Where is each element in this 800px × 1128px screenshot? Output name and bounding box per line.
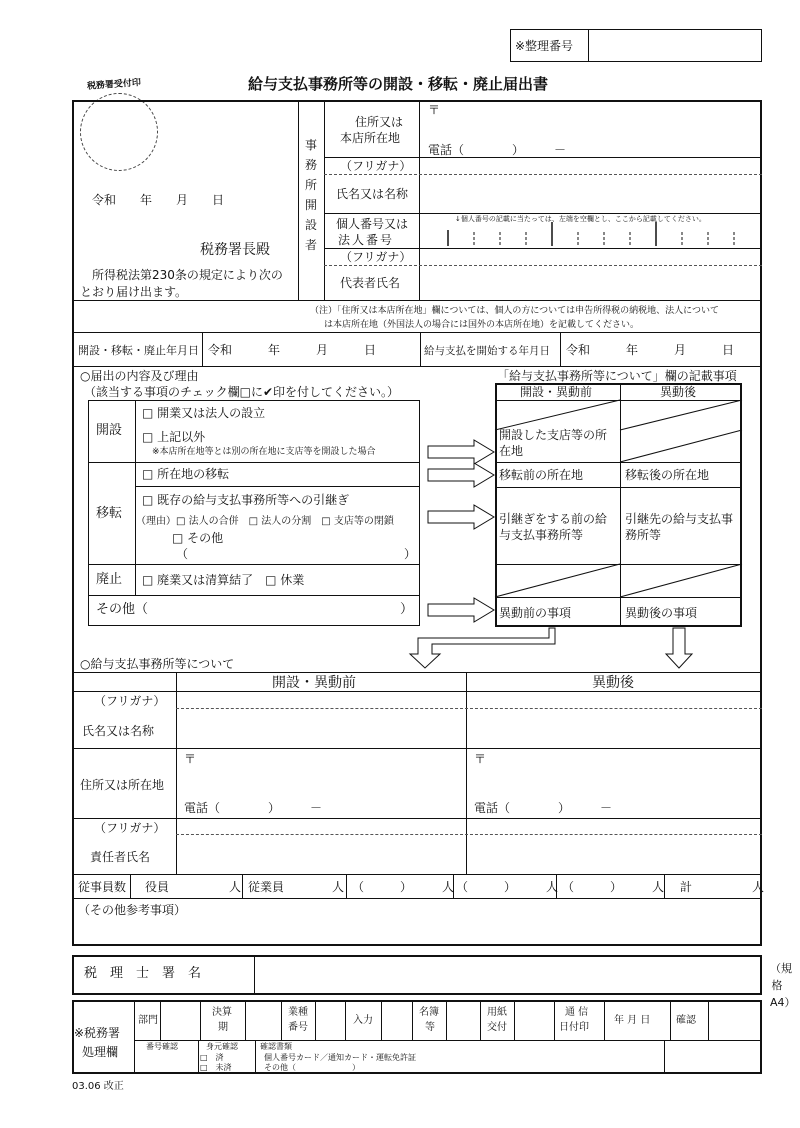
checklist-box [88, 400, 420, 626]
haishi-checks[interactable]: □ 廃業又は清算結了 □ 休業 [142, 573, 305, 587]
office-proc-label-2: 処理欄 [82, 1045, 119, 1059]
about-postal-after: 〒 [474, 752, 487, 766]
divider [446, 1000, 447, 1040]
sonota-close: ） [400, 602, 414, 617]
col-yoshi-2: 交付 [487, 1022, 507, 1033]
kaisetsu-box-text: 開設した支店等の所在地 [499, 428, 608, 458]
kakunin-other: その他（ ） [264, 1063, 360, 1072]
divider [245, 1000, 246, 1040]
col-before: 開設・異動前 [520, 385, 593, 399]
divider [345, 1000, 346, 1040]
divider [419, 100, 420, 300]
about-postal-before: 〒 [184, 752, 197, 766]
address-label-1: 住所又は [355, 115, 404, 129]
employees-c2[interactable]: （ ） 人 [456, 880, 559, 894]
postal-mark: 〒 [428, 103, 441, 117]
mynumber-label-1: 個人番号又は [336, 217, 409, 231]
intro-line-1: 所得税法第230条の規定により次の [92, 268, 283, 282]
size-note: （規格A4） [770, 962, 796, 1009]
start-date-value[interactable]: 令和 年 月 日 [566, 343, 735, 357]
employees-staff[interactable]: 従業員 人 [248, 880, 345, 894]
mimoto-misumi[interactable]: □ 未済 [200, 1063, 232, 1072]
arrow-right-icon [426, 505, 496, 529]
divider [72, 366, 762, 367]
divider [346, 874, 347, 898]
name-label: 氏名又は名称 [336, 187, 409, 201]
furigana-label-2: （フリガナ） [340, 250, 412, 264]
kakunin-shorui: 確認書類 [260, 1042, 292, 1051]
kaisetsu-check-2[interactable]: □ 上記以外 [142, 430, 206, 444]
divider [135, 486, 420, 487]
divider [664, 874, 665, 898]
page-title: 給与支払事務所等の開設・移転・廃止届出書 [248, 75, 549, 93]
divider [88, 564, 420, 565]
iten-before: 移転前の所在地 [499, 468, 584, 482]
divider [381, 1000, 382, 1040]
divider [202, 332, 203, 366]
mynumber-note: ↓個人番号の記載に当たっては、左端を空欄とし、ここから記載してください。 [455, 215, 706, 223]
arrow-right-icon [426, 463, 496, 487]
content-heading: ○届出の内容及び理由 [80, 369, 199, 383]
divider [72, 898, 762, 899]
divider [480, 1000, 481, 1040]
start-date-label: 給与支払を開始する年月日 [424, 345, 550, 357]
office-proc-box [72, 1000, 762, 1074]
office-opener-vertical: 事務所開設者 [304, 138, 317, 252]
divider [420, 332, 421, 366]
sonota-before: 異動前の事項 [499, 606, 572, 620]
kaisetsu-note: ※本店所在地等とは別の所在地に支店等を開設した場合 [152, 447, 376, 457]
bango-kakunin: 番号確認 [146, 1042, 178, 1051]
divider [560, 332, 561, 366]
col-kakunin: 確認 [676, 1015, 696, 1026]
col-kessan-1: 決算 [212, 1007, 232, 1018]
divider [72, 300, 762, 301]
mynumber-label-2: 法人番号 [338, 233, 395, 247]
divider [315, 1000, 316, 1040]
divider [298, 100, 299, 300]
divider [72, 748, 762, 749]
employees-c1[interactable]: （ ） 人 [352, 880, 455, 894]
about-furigana: （フリガナ） [94, 694, 166, 708]
divider [412, 1000, 413, 1040]
divider [72, 332, 762, 333]
furigana-label: （フリガナ） [340, 159, 412, 173]
divider [88, 595, 420, 596]
content-subheading: （該当する事項のチェック欄□に✔印を付してください。） [84, 385, 400, 399]
divider [134, 1040, 762, 1041]
divider [242, 874, 243, 898]
hikitsugi-before: 引継ぎをする前の給与支払事務所等 [499, 512, 608, 542]
phone-field[interactable]: 電話（ ） － [428, 143, 567, 157]
seiri-label: ※整理番号 [515, 39, 574, 53]
col-gyoshu-1: 業種 [288, 1007, 308, 1018]
date-line: 令和 年 月 日 [92, 193, 225, 207]
divider [670, 1000, 671, 1040]
divider [88, 462, 420, 463]
col-nyuryoku: 入力 [353, 1015, 373, 1026]
date-value[interactable]: 令和 年 月 日 [208, 343, 377, 357]
about-col-after: 異動後 [592, 675, 634, 691]
divider [324, 248, 762, 249]
employees-c3[interactable]: （ ） 人 [562, 880, 665, 894]
other-ref-label: （その他参考事項） [78, 903, 187, 917]
arrow-right-icon [426, 440, 496, 464]
divider [135, 400, 136, 595]
divider [554, 1000, 555, 1040]
right-heading: 「給与支払事務所等について」欄の記載事項 [497, 369, 737, 383]
col-meibo-2: 等 [425, 1022, 435, 1033]
divider [255, 1040, 256, 1074]
tax-office: 税務署長殿 [200, 242, 270, 258]
divider [324, 174, 762, 175]
divider [72, 818, 762, 819]
about-address-label: 住所又は所在地 [80, 778, 165, 792]
divider [324, 265, 762, 266]
kakunin-docs: 個人番号カード／通知カード・運転免許証 [264, 1053, 416, 1062]
iten-other[interactable]: □ その他 [172, 531, 224, 545]
divider [200, 1000, 201, 1040]
col-tsushin-2: 日付印 [559, 1022, 589, 1033]
mimoto-kakunin: 身元確認 [206, 1042, 238, 1051]
divider [281, 1000, 282, 1040]
about-heading: ○給与支払事務所等について [80, 657, 235, 671]
divider [130, 874, 131, 898]
divider [324, 157, 762, 158]
divider [514, 1000, 515, 1040]
divider [176, 672, 177, 874]
hikitsugi-after: 引継先の給与支払事務所等 [625, 512, 734, 542]
about-phone-after[interactable]: 電話（ ） － [474, 801, 613, 815]
zeirishi-label: 税 理 士 署 名 [84, 966, 202, 981]
divider [604, 1000, 605, 1040]
iten-reason[interactable]: （理由）□ 法人の合併 □ 法人の分割 □ 支店等の閉鎖 [136, 516, 394, 527]
rep-label: 代表者氏名 [340, 276, 401, 290]
divider [324, 100, 325, 300]
date-label: 開設・移転・廃止年月日 [78, 344, 199, 357]
divider [466, 672, 467, 874]
employees-officer[interactable]: 役員 人 [145, 880, 242, 894]
arrow-down-icon [665, 628, 695, 670]
haishi-label: 廃止 [96, 572, 123, 587]
col-tsushin-1: 通 信 [565, 1007, 589, 1018]
divider [588, 29, 589, 62]
iten-check-1[interactable]: □ 所在地の移転 [142, 467, 230, 481]
divider [254, 955, 255, 995]
kaisetsu-check-1[interactable]: □ 開業又は法人の設立 [142, 406, 266, 420]
divider [198, 1040, 199, 1074]
col-kessan-2: 期 [218, 1022, 228, 1033]
iten-check-2[interactable]: □ 既存の給与支払事務所等への引継ぎ [142, 493, 350, 507]
divider [664, 1040, 665, 1074]
sonota-label: その他（ [96, 602, 149, 617]
address-label-2: 本店所在地 [340, 131, 401, 145]
iten-label: 移転 [96, 506, 123, 521]
about-furigana-2: （フリガナ） [94, 821, 166, 835]
employees-label: 従事員数 [78, 880, 127, 894]
divider [176, 834, 762, 835]
arrow-right-icon [426, 598, 496, 622]
kaisetsu-label: 開設 [96, 423, 123, 438]
divider [134, 1000, 135, 1074]
divider [176, 708, 762, 709]
note-line-2: は本店所在地（外国法人の場合には国外の本店所在地）を記載してください。 [324, 320, 640, 330]
divider [160, 1000, 161, 1040]
iten-paren[interactable]: （ ） [176, 547, 417, 561]
col-meibo-1: 名簿 [419, 1007, 439, 1018]
col-gyoshu-2: 番号 [288, 1022, 308, 1033]
stamp-label: 税務署受付印 [86, 78, 142, 92]
mimoto-sumi[interactable]: □ 済 [200, 1053, 224, 1062]
arrow-down-icon [410, 628, 570, 670]
employees-total[interactable]: 計 人 [680, 880, 765, 894]
divider [72, 874, 762, 875]
revision-note: 03.06 改正 [72, 1081, 124, 1092]
intro-line-2: とおり届け出ます。 [80, 285, 188, 299]
about-col-before: 開設・異動前 [272, 675, 356, 691]
col-bumon: 部門 [138, 1015, 158, 1026]
about-phone-before[interactable]: 電話（ ） － [184, 801, 323, 815]
note-line-1: （注）「住所又は本店所在地」欄については、個人の方については申告所得税の納税地、法人について [310, 306, 719, 316]
iten-after: 移転後の所在地 [625, 468, 710, 482]
about-name-label: 氏名又は名称 [82, 724, 155, 738]
mynumber-boxes[interactable] [420, 218, 760, 248]
divider [708, 1000, 709, 1040]
sonota-after: 異動後の事項 [625, 606, 698, 620]
office-proc-label-1: ※税務署 [74, 1026, 121, 1040]
manager-label: 責任者氏名 [90, 850, 151, 864]
col-yoshi-1: 用紙 [487, 1007, 507, 1018]
col-after: 異動後 [660, 385, 697, 399]
col-date: 年 月 日 [614, 1015, 651, 1026]
